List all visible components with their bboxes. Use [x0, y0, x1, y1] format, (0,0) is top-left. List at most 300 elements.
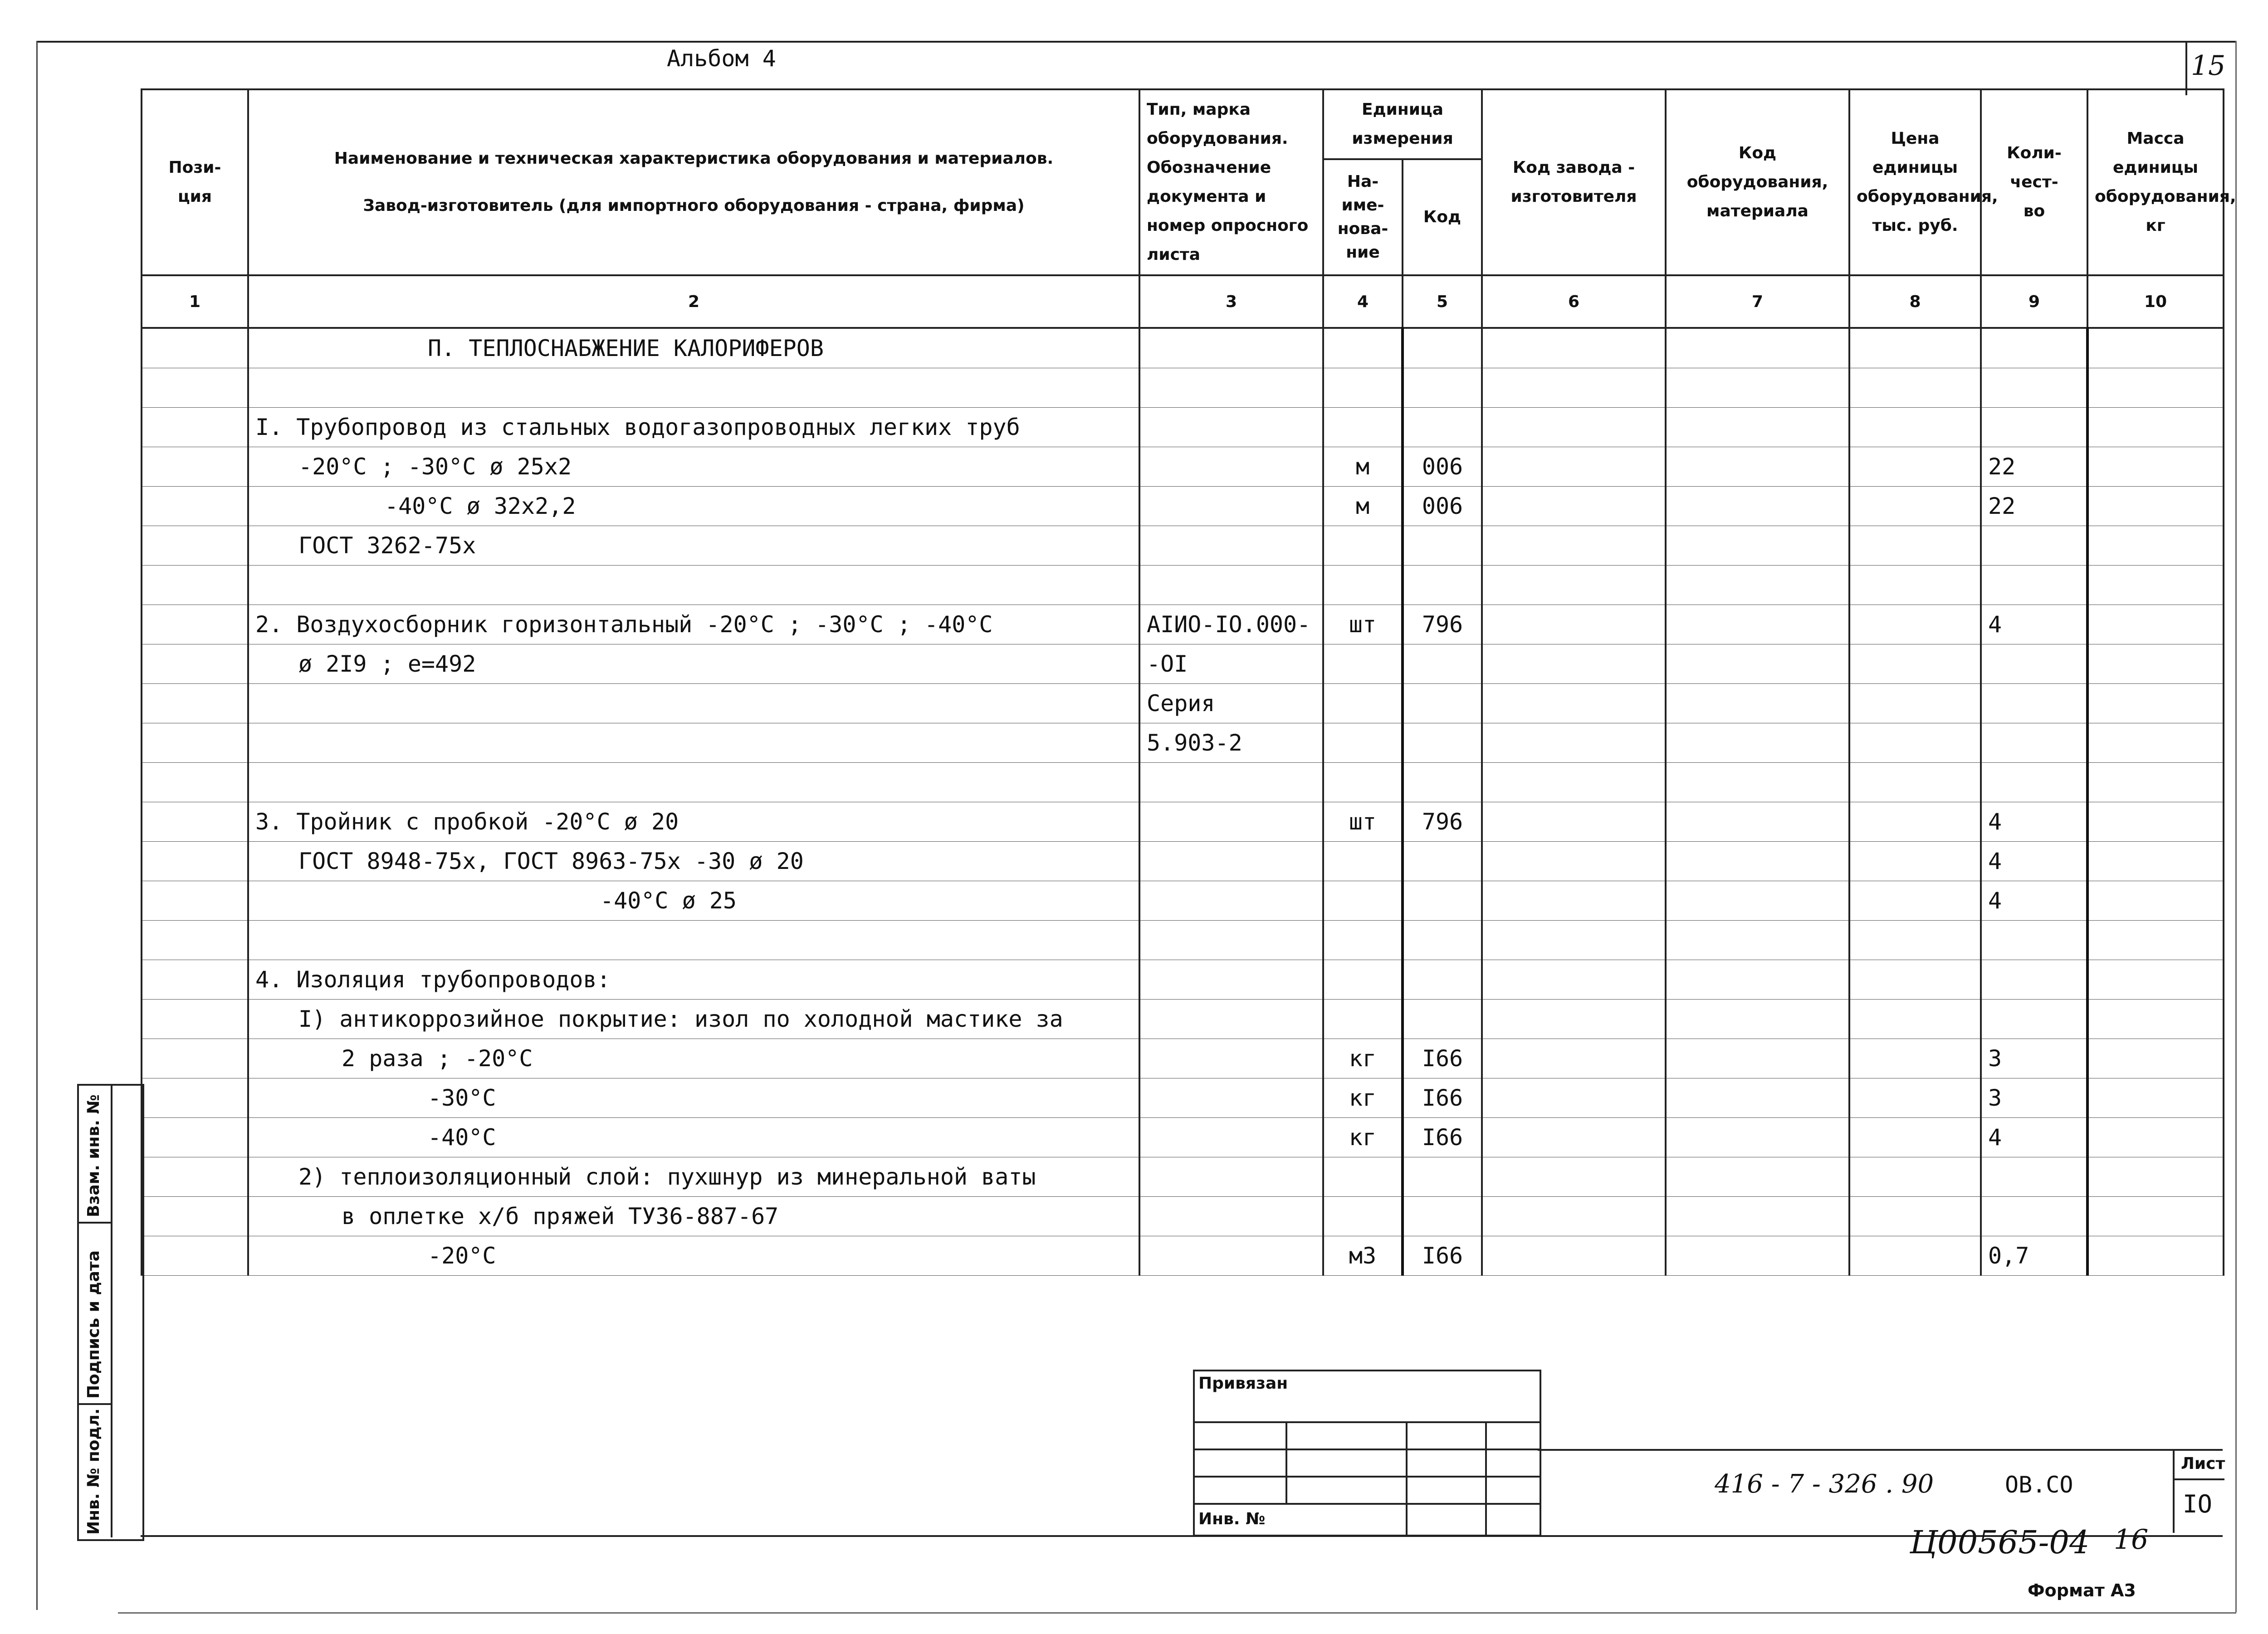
cell-mass — [2087, 921, 2224, 960]
cell-position — [142, 842, 248, 881]
cell-position — [142, 684, 248, 723]
cell-factory-code — [1482, 328, 1666, 368]
header-price: Цена единицы оборудования, тыс. руб. — [1849, 89, 1981, 275]
cell-mass — [2087, 1078, 2224, 1118]
cell-position — [142, 328, 248, 368]
column-number-4: 4 — [1323, 275, 1403, 328]
cell-type — [1139, 487, 1323, 526]
cell-price — [1849, 644, 1981, 684]
cell-mass — [2087, 763, 2224, 802]
cell-equipment-code — [1666, 605, 1849, 644]
table-row — [142, 1157, 2224, 1197]
cell-unit-name — [1323, 408, 1403, 447]
cell-name: 2. Воздухосборник горизонтальный -20°C ; -30°C ; -40°C — [248, 605, 1139, 644]
cell-position — [142, 1118, 248, 1157]
header-quantity: Коли- чест- во — [1981, 89, 2087, 275]
specification-table — [141, 88, 2236, 1276]
cell-price — [1849, 960, 1981, 1000]
cell-unit-name — [1323, 881, 1403, 921]
cell-quantity — [1981, 921, 2087, 960]
cell-unit-code — [1403, 763, 1482, 802]
cell-equipment-code — [1666, 1157, 1849, 1197]
table-row — [142, 763, 2224, 802]
privyazan-vline-3 — [1485, 1421, 1487, 1535]
cell-unit-code — [1403, 723, 1482, 763]
cell-position — [142, 1000, 248, 1039]
cell-position — [142, 921, 248, 960]
cell-quantity: 22 — [1981, 487, 2087, 526]
cell-name: 4. Изоляция трубопроводов: — [248, 960, 1139, 1000]
cell-price — [1849, 881, 1981, 921]
cell-name — [248, 921, 1139, 960]
cell-unit-code — [1403, 1157, 1482, 1197]
cell-equipment-code — [1666, 447, 1849, 487]
cell-unit-name: м — [1323, 487, 1403, 526]
cell-type — [1139, 842, 1323, 881]
cell-unit-name: кг — [1323, 1039, 1403, 1078]
table-row — [142, 328, 2224, 368]
cell-position — [142, 1039, 248, 1078]
cell-factory-code — [1482, 1000, 1666, 1039]
cell-price — [1849, 1118, 1981, 1157]
side-divider — [111, 1086, 112, 1537]
cell-unit-name — [1323, 566, 1403, 605]
cell-unit-code: 796 — [1403, 605, 1482, 644]
side-cell-vzam — [79, 1086, 111, 1224]
cell-quantity — [1981, 644, 2087, 684]
cell-unit-name — [1323, 328, 1403, 368]
cell-name: I. Трубопровод из стальных водогазопроводных легких труб — [248, 408, 1139, 447]
table-row — [142, 408, 2224, 447]
table-row — [142, 960, 2224, 1000]
cell-unit-name — [1323, 960, 1403, 1000]
cell-quantity — [1981, 566, 2087, 605]
cell-price — [1849, 802, 1981, 842]
cell-position — [142, 1078, 248, 1118]
cell-equipment-code — [1666, 1118, 1849, 1157]
cell-type — [1139, 447, 1323, 487]
cell-mass — [2087, 328, 2224, 368]
cell-factory-code — [1482, 842, 1666, 881]
cell-mass — [2087, 802, 2224, 842]
table-row — [142, 605, 2224, 644]
cell-quantity — [1981, 1000, 2087, 1039]
privyazan-row-2 — [1195, 1449, 1540, 1450]
cell-name — [248, 684, 1139, 723]
archive-code: Ц00565-04 — [1910, 1524, 2090, 1561]
column-number-1: 1 — [142, 275, 248, 328]
table-row — [142, 644, 2224, 684]
cell-type — [1139, 1039, 1323, 1078]
cell-quantity — [1981, 723, 2087, 763]
cell-name — [248, 763, 1139, 802]
cell-name: 2 раза ; -20°C — [248, 1039, 1139, 1078]
cell-price — [1849, 487, 1981, 526]
paper-format: Формат А3 — [2028, 1580, 2136, 1600]
header-position: Пози- ция — [142, 89, 248, 275]
cell-name: П. ТЕПЛОСНАБЖЕНИЕ КАЛОРИФЕРОВ — [248, 328, 1139, 368]
side-cell-podpis — [79, 1222, 111, 1405]
cell-mass — [2087, 1118, 2224, 1157]
cell-mass — [2087, 1236, 2224, 1276]
cell-factory-code — [1482, 960, 1666, 1000]
cell-position — [142, 960, 248, 1000]
cell-factory-code — [1482, 368, 1666, 408]
column-number-6: 6 — [1482, 275, 1666, 328]
cell-price — [1849, 723, 1981, 763]
cell-mass — [2087, 1157, 2224, 1197]
cell-type — [1139, 802, 1323, 842]
cell-price — [1849, 842, 1981, 881]
cell-equipment-code — [1666, 960, 1849, 1000]
cell-type — [1139, 368, 1323, 408]
cell-factory-code — [1482, 487, 1666, 526]
cell-price — [1849, 1000, 1981, 1039]
table-row — [142, 1236, 2224, 1276]
cell-position — [142, 526, 248, 566]
cell-price — [1849, 1197, 1981, 1236]
cell-unit-name — [1323, 723, 1403, 763]
side-label-inv: Инв. № подл. — [84, 1408, 103, 1535]
table-row — [142, 566, 2224, 605]
cell-position — [142, 1236, 248, 1276]
cell-quantity — [1981, 526, 2087, 566]
cell-unit-code — [1403, 644, 1482, 684]
cell-type — [1139, 1000, 1323, 1039]
cell-equipment-code — [1666, 1236, 1849, 1276]
side-stamp — [77, 1084, 144, 1541]
column-number-2: 2 — [248, 275, 1139, 328]
cell-mass — [2087, 487, 2224, 526]
archive-page: 16 — [2114, 1524, 2149, 1556]
column-number-8: 8 — [1849, 275, 1981, 328]
privyazan-row-1 — [1195, 1421, 1540, 1423]
cell-unit-name — [1323, 763, 1403, 802]
column-number-7: 7 — [1666, 275, 1849, 328]
cell-unit-code — [1403, 684, 1482, 723]
cell-price — [1849, 447, 1981, 487]
cell-mass — [2087, 368, 2224, 408]
cell-equipment-code — [1666, 723, 1849, 763]
cell-price — [1849, 1157, 1981, 1197]
cell-name: ГОСТ 3262-75х — [248, 526, 1139, 566]
cell-name: в оплетке х/б пряжей ТУ36-887-67 — [248, 1197, 1139, 1236]
cell-mass — [2087, 644, 2224, 684]
cell-equipment-code — [1666, 566, 1849, 605]
cell-price — [1849, 1236, 1981, 1276]
album-title: Альбом 4 — [667, 45, 776, 72]
cell-price — [1849, 1039, 1981, 1078]
cell-factory-code — [1482, 447, 1666, 487]
cell-quantity — [1981, 960, 2087, 1000]
cell-equipment-code — [1666, 1000, 1849, 1039]
frame-right-line — [2235, 41, 2237, 1612]
header-unit-group: Единица измерения — [1323, 89, 1482, 159]
cell-quantity: 4 — [1981, 605, 2087, 644]
cell-unit-name — [1323, 842, 1403, 881]
cell-unit-code: 796 — [1403, 802, 1482, 842]
table-row — [142, 1039, 2224, 1078]
cell-unit-code — [1403, 368, 1482, 408]
cell-unit-name: шт — [1323, 605, 1403, 644]
cell-mass — [2087, 566, 2224, 605]
cell-type — [1139, 1118, 1323, 1157]
cell-type — [1139, 763, 1323, 802]
header-type: Тип, марка оборудования. Обозначение документа и номер опросного листа — [1139, 89, 1323, 275]
cell-mass — [2087, 605, 2224, 644]
cell-type: АIИО-IO.000- — [1139, 605, 1323, 644]
cell-unit-name: м3 — [1323, 1236, 1403, 1276]
cell-name: -20°C — [248, 1236, 1139, 1276]
cell-mass — [2087, 684, 2224, 723]
header-unit-code: Код — [1403, 159, 1482, 275]
document-code: 416 - 7 - 326 . 90 — [1715, 1469, 1934, 1499]
cell-unit-code — [1403, 1000, 1482, 1039]
cell-equipment-code — [1666, 763, 1849, 802]
cell-equipment-code — [1666, 1197, 1849, 1236]
table-row — [142, 723, 2224, 763]
cell-name: -40°C ø 25 — [248, 881, 1139, 921]
header-unit-name: На- име- нова- ние — [1323, 159, 1403, 275]
cell-name — [248, 723, 1139, 763]
cell-factory-code — [1482, 1078, 1666, 1118]
cell-factory-code — [1482, 881, 1666, 921]
cell-position — [142, 368, 248, 408]
cell-unit-code: I66 — [1403, 1118, 1482, 1157]
cell-price — [1849, 1078, 1981, 1118]
cell-factory-code — [1482, 763, 1666, 802]
cell-position — [142, 644, 248, 684]
frame-bottom-line — [118, 1612, 2236, 1614]
table-row — [142, 1118, 2224, 1157]
cell-position — [142, 881, 248, 921]
cell-position — [142, 487, 248, 526]
cell-mass — [2087, 723, 2224, 763]
table-row — [142, 487, 2224, 526]
cell-equipment-code — [1666, 684, 1849, 723]
cell-unit-name — [1323, 368, 1403, 408]
cell-mass — [2087, 526, 2224, 566]
cell-price — [1849, 328, 1981, 368]
cell-type — [1139, 526, 1323, 566]
cell-equipment-code — [1666, 408, 1849, 447]
cell-type — [1139, 1157, 1323, 1197]
cell-position — [142, 1157, 248, 1197]
cell-price — [1849, 526, 1981, 566]
cell-mass — [2087, 1039, 2224, 1078]
cell-quantity: 22 — [1981, 447, 2087, 487]
cell-factory-code — [1482, 605, 1666, 644]
cell-unit-code: 006 — [1403, 487, 1482, 526]
cell-factory-code — [1482, 566, 1666, 605]
cell-name: -40°C — [248, 1118, 1139, 1157]
cell-name: 3. Тройник с пробкой -20°C ø 20 — [248, 802, 1139, 842]
cell-price — [1849, 605, 1981, 644]
cell-quantity: 4 — [1981, 881, 2087, 921]
column-number-10: 10 — [2087, 275, 2224, 328]
cell-type: 5.903-2 — [1139, 723, 1323, 763]
cell-equipment-code — [1666, 644, 1849, 684]
cell-type — [1139, 881, 1323, 921]
cell-unit-name — [1323, 921, 1403, 960]
cell-name: ГОСТ 8948-75х, ГОСТ 8963-75х -30 ø 20 — [248, 842, 1139, 881]
cell-factory-code — [1482, 802, 1666, 842]
cell-unit-code — [1403, 328, 1482, 368]
cell-quantity — [1981, 408, 2087, 447]
cell-name — [248, 368, 1139, 408]
cell-factory-code — [1482, 408, 1666, 447]
cell-name: -30°C — [248, 1078, 1139, 1118]
cell-mass — [2087, 881, 2224, 921]
cell-type — [1139, 1236, 1323, 1276]
privyazan-label: Привязан — [1198, 1374, 1288, 1393]
cell-type: Серия — [1139, 684, 1323, 723]
cell-name: 2) теплоизоляционный слой: пухшнур из минеральной ваты — [248, 1157, 1139, 1197]
cell-equipment-code — [1666, 842, 1849, 881]
table-row — [142, 526, 2224, 566]
cell-mass — [2087, 1197, 2224, 1236]
cell-equipment-code — [1666, 487, 1849, 526]
cell-unit-name: кг — [1323, 1118, 1403, 1157]
cell-price — [1849, 368, 1981, 408]
cell-unit-name — [1323, 526, 1403, 566]
cell-position — [142, 802, 248, 842]
cell-name: I) антикоррозийное покрытие: изол по холодной мастике за — [248, 1000, 1139, 1039]
section-code: ОВ.СО — [2005, 1472, 2073, 1498]
cell-unit-code — [1403, 408, 1482, 447]
cell-price — [1849, 763, 1981, 802]
cell-equipment-code — [1666, 802, 1849, 842]
cell-mass — [2087, 1000, 2224, 1039]
cell-unit-code — [1403, 881, 1482, 921]
column-number-5: 5 — [1403, 275, 1482, 328]
cell-quantity — [1981, 763, 2087, 802]
table-row — [142, 921, 2224, 960]
cell-quantity — [1981, 328, 2087, 368]
cell-quantity: 3 — [1981, 1078, 2087, 1118]
cell-position — [142, 723, 248, 763]
cell-unit-name — [1323, 1000, 1403, 1039]
cell-quantity — [1981, 1197, 2087, 1236]
cell-quantity: 4 — [1981, 842, 2087, 881]
frame-left-line — [36, 41, 38, 1610]
cell-price — [1849, 684, 1981, 723]
cell-unit-code — [1403, 1197, 1482, 1236]
cell-type — [1139, 566, 1323, 605]
cell-unit-name — [1323, 684, 1403, 723]
side-label-vzam: Взам. инв. № — [84, 1094, 103, 1217]
column-number-3: 3 — [1139, 275, 1323, 328]
cell-type — [1139, 1078, 1323, 1118]
cell-unit-code: I66 — [1403, 1236, 1482, 1276]
privyazan-row-4 — [1195, 1503, 1540, 1505]
cell-type — [1139, 408, 1323, 447]
cell-factory-code — [1482, 526, 1666, 566]
cell-position — [142, 408, 248, 447]
cell-unit-code — [1403, 526, 1482, 566]
header-factory-code: Код завода - изготовителя — [1482, 89, 1666, 275]
cell-type — [1139, 1197, 1323, 1236]
cell-mass — [2087, 842, 2224, 881]
titleblock-top-line — [1538, 1449, 2223, 1451]
cell-equipment-code — [1666, 921, 1849, 960]
privyazan-block — [1193, 1370, 1541, 1536]
cell-equipment-code — [1666, 1039, 1849, 1078]
privyazan-vline-1 — [1286, 1421, 1287, 1503]
cell-price — [1849, 921, 1981, 960]
cell-factory-code — [1482, 684, 1666, 723]
table-row — [142, 368, 2224, 408]
cell-factory-code — [1482, 1157, 1666, 1197]
cell-equipment-code — [1666, 1078, 1849, 1118]
cell-mass — [2087, 408, 2224, 447]
side-label-podpis: Подпись и дата — [84, 1250, 103, 1399]
cell-name: ø 2I9 ; е=492 — [248, 644, 1139, 684]
cell-equipment-code — [1666, 328, 1849, 368]
cell-factory-code — [1482, 644, 1666, 684]
cell-unit-name — [1323, 644, 1403, 684]
column-number-9: 9 — [1981, 275, 2087, 328]
cell-factory-code — [1482, 1197, 1666, 1236]
cell-position — [142, 763, 248, 802]
table-row — [142, 1000, 2224, 1039]
header-mass: Масса единицы оборудования, кг — [2087, 89, 2224, 275]
cell-price — [1849, 408, 1981, 447]
cell-factory-code — [1482, 1236, 1666, 1276]
cell-quantity: 3 — [1981, 1039, 2087, 1078]
cell-factory-code — [1482, 723, 1666, 763]
cell-name: -40°C ø 32х2,2 — [248, 487, 1139, 526]
cell-quantity: 4 — [1981, 802, 2087, 842]
cell-unit-code: I66 — [1403, 1039, 1482, 1078]
cell-unit-code: I66 — [1403, 1078, 1482, 1118]
cell-equipment-code — [1666, 881, 1849, 921]
cell-mass — [2087, 447, 2224, 487]
frame-top-line — [36, 41, 2236, 43]
cell-unit-code — [1403, 960, 1482, 1000]
cell-quantity — [1981, 684, 2087, 723]
cell-name: -20°C ; -30°C ø 25х2 — [248, 447, 1139, 487]
cell-factory-code — [1482, 1118, 1666, 1157]
privyazan-vline-2 — [1406, 1421, 1408, 1535]
cell-unit-code — [1403, 921, 1482, 960]
cell-type — [1139, 960, 1323, 1000]
header-equipment-code: Код оборудования, материала — [1666, 89, 1849, 275]
cell-unit-name: м — [1323, 447, 1403, 487]
table-row — [142, 684, 2224, 723]
page-number: 15 — [2191, 50, 2226, 82]
table-row — [142, 1078, 2224, 1118]
cell-position — [142, 605, 248, 644]
cell-unit-name: кг — [1323, 1078, 1403, 1118]
cell-position — [142, 566, 248, 605]
header-name: Наименование и техническая характеристика оборудования и материалов. Завод-изготовитель (для импортного оборудования - страна, фирма) — [248, 89, 1139, 275]
cell-factory-code — [1482, 1039, 1666, 1078]
cell-unit-code: 006 — [1403, 447, 1482, 487]
cell-name — [248, 566, 1139, 605]
sheet-label: Лист — [2181, 1454, 2225, 1473]
cell-type — [1139, 328, 1323, 368]
cell-position — [142, 447, 248, 487]
privyazan-row-3 — [1195, 1476, 1540, 1478]
cell-unit-name — [1323, 1197, 1403, 1236]
sheet-box-divider — [2175, 1478, 2224, 1480]
side-cell-inv — [79, 1403, 111, 1537]
cell-position — [142, 1197, 248, 1236]
table-row — [142, 802, 2224, 842]
cell-factory-code — [1482, 921, 1666, 960]
table-row — [142, 881, 2224, 921]
